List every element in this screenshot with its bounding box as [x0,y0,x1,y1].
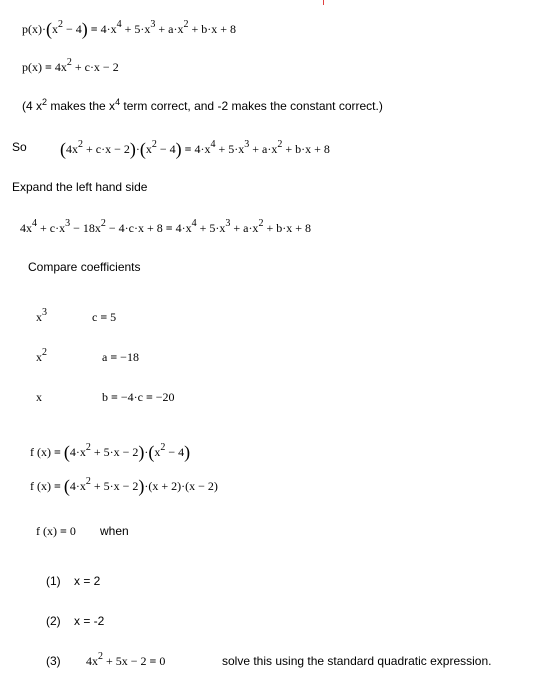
coef-eq-c: c = 5 [92,310,117,324]
note-line: (4 $x^2$ makes the $x^4$ term correct, and -2 makes the constant correct.) [22,97,383,113]
equation-1: $p(x)\cdot(x^2 - 4) = 4\cdot x^4 + 5\cdot x^3 + a\cdot x^2 + b\cdot x + 8$ [22,19,237,39]
compare-heading: Compare coefficients [28,260,141,274]
coef-power-x2: $x^2$ [36,347,47,364]
equation-2: $p(x) = 4x^2 + c\cdot x - 2$ [22,57,119,74]
note-mid: makes the x [47,99,116,113]
coef-power-x3: $x^3$ [36,307,47,324]
so-label: So [12,140,27,154]
when-label: when [100,524,129,538]
coef-eq-a: a = −18 [102,350,139,364]
root-1-value: x = 2 [74,574,101,588]
f-factored: f $(x) = (4\cdot x^2 + 5\cdot x - 2)\cdot(x + 2)\cdot(x - 2)$ [30,476,218,496]
root-2-value: x = -2 [74,614,105,628]
f-zero: f (x) = 0 [36,524,76,538]
note-post: term correct, and -2 makes the constant correct.) [120,99,383,113]
coef-power-x: x [36,390,42,404]
cursor-mark [323,0,324,5]
note-pre: (4 x [22,99,43,113]
root-2-label: (2) [46,614,61,628]
root-3-quadratic: $4x^2 + 5x - 2 = 0$ [86,651,166,668]
root-3-label: (3) [46,654,61,668]
f-definition: f $(x) = (4\cdot x^2 + 5\cdot x - 2)\cdot(x^2 - 4)$ [30,442,191,462]
root-1-label: (1) [46,574,61,588]
expand-heading: Expand the left hand side [12,180,148,194]
coef-eq-b: b = −4·c = −20 [102,390,175,404]
root-3-note: solve this using the standard quadratic expression. [222,654,492,668]
equation-expanded: $4x^4 + c\cdot x^3 - 18x^2 - 4\cdot c\cdot x + 8 = 4\cdot x^4 + 5\cdot x^3 + a\cdot x^2 + b\cdot x + 8$ [20,218,311,235]
equation-3: $(4x^2 + c\cdot x - 2)\cdot(x^2 - 4) = 4\cdot x^4 + 5\cdot x^3 + a\cdot x^2 + b\cdot x + 8$ [60,139,330,159]
